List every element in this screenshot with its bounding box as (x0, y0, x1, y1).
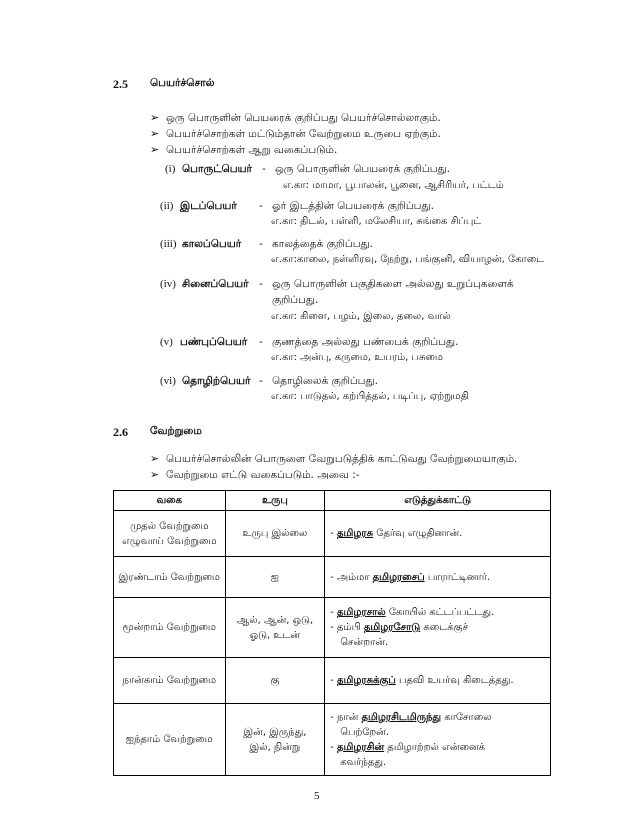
cell-example (325, 511, 551, 557)
cell-example (325, 704, 551, 776)
table-header-row (114, 491, 551, 511)
type-desc-ii: ஓர் இடத்தின் பெயரைக் குறிப்பது. (272, 200, 434, 212)
bullet-text: பெயர்ச்சொற்கள் மட்டும்தான் வேற்றுமை உருபை ஏற்கும். (166, 128, 441, 140)
cell-urubu-line: உருபு இல்லை (242, 528, 308, 539)
cell-type-line: இரண்டாம் வேற்றுமை (118, 571, 220, 583)
type-example-ii: எ.கா: திடல், பள்ளி, மலேசியா, சுங்கை சிப்புட் (271, 216, 482, 227)
bullet-item (150, 127, 441, 141)
bullet-text: ஒரு பொருளின் பெயரைக் குறிப்பது பெயர்ச்சொல்லாகும். (166, 112, 441, 124)
table-row (114, 658, 551, 704)
table-row (114, 557, 551, 598)
example-highlight: தமிழரசைப் (372, 571, 425, 583)
example-highlight: தமிழரசோடு (363, 622, 421, 633)
example-highlight: தமிழரசால் (337, 607, 386, 618)
example-line (330, 673, 549, 688)
cell-type (114, 557, 226, 598)
table-row (114, 704, 551, 776)
type-roman-i: (i) (165, 163, 176, 175)
bullet-item (150, 111, 441, 125)
arrow-bullet-icon: ➢ (150, 111, 160, 124)
type-dash-i: - (262, 163, 266, 175)
bullet-text: பெயர்ச்சொல்லின் பொருளை வேறுபடுத்திக் காட்டுவது வேற்றுமையாகும். (166, 453, 518, 465)
example-pre: - தம்பி (330, 622, 364, 633)
type-roman-iv: (iv) (160, 278, 176, 290)
cell-urubu-line: ஆல், ஆன், ஒடு, (236, 614, 314, 626)
arrow-bullet-icon: ➢ (150, 127, 160, 140)
type-roman-iii: (iii) (160, 238, 177, 250)
type-desc-iv: ஒரு பொருளின் பகுதிகளை அல்லது உறுப்புகளைக் (272, 278, 514, 290)
type-example-v: எ.கா: அன்பு, கருமை, உயரம், பசுமை (271, 352, 443, 363)
type-name-vi: தொழிற்பெயர் (182, 375, 251, 387)
type-dash-ii: - (259, 200, 263, 212)
type-roman-ii: (ii) (160, 200, 174, 212)
bullet-item (150, 468, 360, 482)
cell-urubu (225, 511, 325, 557)
example-highlight: தமிழரசு (337, 528, 374, 539)
example-highlight: தமிழரசுக்குப் (337, 675, 396, 686)
cell-urubu-line: ஐ (270, 571, 279, 583)
type-name-ii: இடப்பெயர் (180, 200, 237, 212)
type-desc-i: ஒரு பொருளின் பெயரைக் குறிப்பது. (275, 163, 450, 175)
example-dash: - (330, 675, 338, 686)
example-rest: பதவி உயர்வு கிடைத்தது. (395, 675, 514, 686)
cell-urubu (225, 598, 325, 658)
cell-urubu-line: இல், நின்று (249, 741, 301, 753)
example-line (330, 710, 549, 725)
arrow-bullet-icon: ➢ (150, 143, 160, 156)
type-dash-vi: - (259, 375, 263, 387)
cell-urubu (225, 557, 325, 598)
table-row (114, 598, 551, 658)
header-vagai: வகை (114, 491, 226, 511)
cell-type-line: முதல் வேற்றுமை (130, 520, 209, 532)
example-pre: - நான் (330, 711, 362, 723)
page-number: 5 (314, 790, 320, 802)
example-pre: - அம்மா (330, 571, 373, 583)
cell-urubu-line: கு (270, 675, 280, 686)
cell-example (325, 598, 551, 658)
example-dash: - (330, 741, 338, 753)
type-example-i: எ.கா: மாமா, பூபாலன், பூனை, ஆசிரியர், பட்டம் (283, 180, 504, 191)
type-dash-iii: - (259, 238, 263, 250)
cell-type-line: ஐந்தாம் வேற்றுமை (125, 734, 213, 745)
example-line (330, 620, 549, 635)
example-highlight: தமிழரசிடமிருந்து (361, 711, 442, 723)
type-desc-vi: தொழிலைக் குறிப்பது. (272, 375, 378, 387)
example-rest: தமிழாற்றல் என்னைக் (384, 741, 486, 753)
example-rest: கோயில் கட்டப்பட்டது. (385, 607, 495, 618)
cell-example (325, 658, 551, 704)
cell-urubu (225, 658, 325, 704)
type-desc-iii: காலத்தைக் குறிப்பது. (272, 238, 373, 250)
cell-type (114, 704, 226, 776)
arrow-bullet-icon: ➢ (150, 468, 160, 481)
example-highlight: தமிழரசின் (337, 741, 385, 753)
example-line (330, 526, 549, 541)
section-2-5-number: 2.5 (113, 77, 128, 91)
type-roman-vi: (vi) (160, 375, 176, 387)
cell-type (114, 598, 226, 658)
example-line (330, 570, 549, 585)
cell-urubu-line: ஓடு, உடன் (249, 629, 301, 641)
cell-type-line: நான்காம் வேற்றுமை (122, 675, 217, 686)
example-dash: - (330, 528, 338, 539)
type-name-v: பண்புப்பெயர் (180, 336, 248, 348)
type-desc2-iv: குறிப்பது. (272, 294, 319, 306)
cell-type (114, 658, 226, 704)
example-continuation: கவர்ந்தது. (340, 756, 387, 768)
type-name-iv: சினைப்பெயர் (182, 278, 249, 290)
example-rest: தேர்வு எழுதினான். (373, 528, 463, 539)
header-example: எடுத்துக்காட்டு (325, 491, 551, 511)
section-2-5-title: பெயர்ச்சொல் (150, 77, 215, 89)
type-roman-v: (v) (160, 336, 173, 348)
type-desc-v: குணத்தை அல்லது பண்பைக் குறிப்பது. (272, 336, 459, 348)
example-rest: கடைக்குச் (420, 622, 468, 633)
type-dash-iv: - (259, 278, 263, 290)
bullet-item (150, 452, 517, 466)
header-urubu: உருபு (225, 491, 325, 511)
cell-type-line: மூன்றாம் வேற்றுமை (122, 622, 216, 633)
type-example-iii: எ.கா:காலை, நள்ளிரவு, நேற்று, பங்குனி, வியாழன், கோடை (271, 254, 545, 265)
arrow-bullet-icon: ➢ (150, 452, 160, 465)
cell-type-line: எழுவாய் வேற்றுமை (122, 535, 217, 547)
type-name-i: பொருட்பெயர் (182, 163, 253, 175)
section-2-6-title: வேற்றுமை (150, 425, 202, 437)
type-example-vi: எ.கா: பாடுதல், கற்பித்தல், படிப்பு, ஏற்றுமதி (271, 391, 469, 402)
cell-urubu (225, 704, 325, 776)
cell-urubu-line: இன், இருந்து, (243, 726, 307, 738)
type-dash-v: - (259, 336, 263, 348)
cell-example (325, 557, 551, 598)
type-name-iii: காலப்பெயர் (182, 238, 242, 250)
vettrumai-table (113, 490, 551, 776)
type-example-iv: எ.கா: கிளை, பழம், இலை, தலை, வால் (271, 311, 451, 322)
table-row (114, 511, 551, 557)
example-rest: பாராட்டினார். (424, 571, 491, 583)
bullet-text: வேற்றுமை எட்டு வகைப்படும். அவை :- (166, 469, 360, 481)
section-2-6-number: 2.6 (113, 425, 128, 439)
cell-type (114, 511, 226, 557)
bullet-text: பெயர்ச்சொற்கள் ஆறு வகைப்படும். (166, 144, 338, 156)
example-dash: - (330, 607, 338, 618)
example-continuation: சென்றான். (340, 637, 389, 648)
example-continuation: பெற்றேன். (340, 726, 390, 738)
bullet-item (150, 143, 337, 157)
example-line (330, 740, 549, 755)
example-line (330, 605, 549, 620)
example-rest: காசோலை (441, 711, 492, 723)
